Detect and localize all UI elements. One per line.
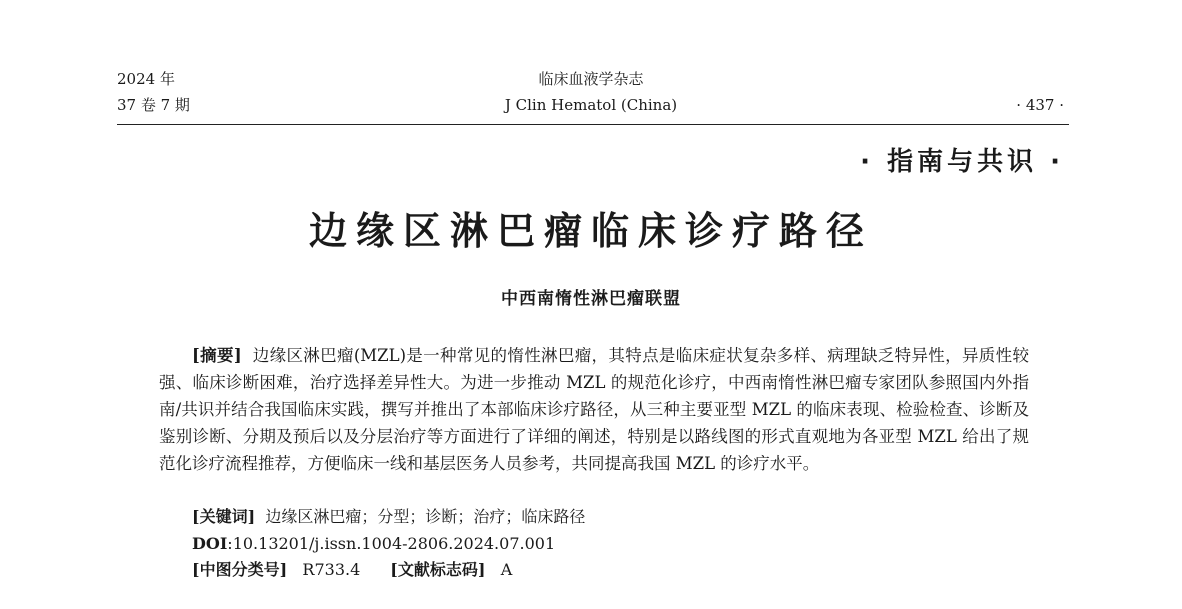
doc-code-value: A (500, 560, 513, 579)
clc-value: R733.4 (302, 560, 361, 579)
article-title: 边缘区淋巴瘤临床诊疗路径 (308, 209, 873, 253)
clc-label: [中图分类号] (192, 560, 288, 579)
header-rule (117, 124, 1069, 125)
abstract-text: 边缘区淋巴瘤(MZL)是一种常见的惰性淋巴瘤，其特点是临床症状复杂多样、病理缺乏特异性，异质性较强、临床诊断困难，治疗选择差异性大。为进一步推动 MZL 的规范化诊疗，中西南惰性淋巴瘤专家团队参照国内外指南/共识并结合我国临床实践，撰写并推出了本部临床诊疗路径，从三种主要亚型 MZL 的临床表现、检验检查、诊断及鉴别诊断、分期及预后以及分层治疗等方面进行了详细的阐述，特别是以路线图的形式直观地为各亚型 MZL 给出了规范化诊疗流程推荐，方便临床一线和基层医务人员参考，共同提高我国 MZL 的诊疗水平。 (159, 346, 1029, 473)
keywords (192, 505, 585, 529)
journal-name-en: J Clin Hematol (China) (504, 96, 678, 114)
doi-text: :10.13201/j.issn.1004-2806.2024.07.001 (227, 534, 556, 553)
keywords-text: 边缘区淋巴瘤；分型；诊断；治疗；临床路径 (265, 507, 586, 526)
journal-name (0, 66, 1182, 118)
issue-volume: 37 卷 7 期 (117, 96, 190, 114)
doc-code-label: [文献标志码] (390, 560, 486, 579)
abstract (159, 342, 1029, 477)
abstract-label: [摘要] (192, 346, 242, 365)
issue-year: 2024 年 (117, 70, 175, 88)
classification (192, 558, 512, 582)
doi-label: DOI (192, 534, 228, 553)
article-author: 中西南惰性淋巴瘤联盟 (501, 289, 681, 309)
keywords-label: [关键词] (192, 507, 256, 526)
page-number: · 437 · (1016, 96, 1064, 114)
doi (192, 532, 555, 556)
section-label: · 指南与共识 · (860, 147, 1064, 177)
journal-name-cn: 临床血液学杂志 (538, 70, 644, 88)
